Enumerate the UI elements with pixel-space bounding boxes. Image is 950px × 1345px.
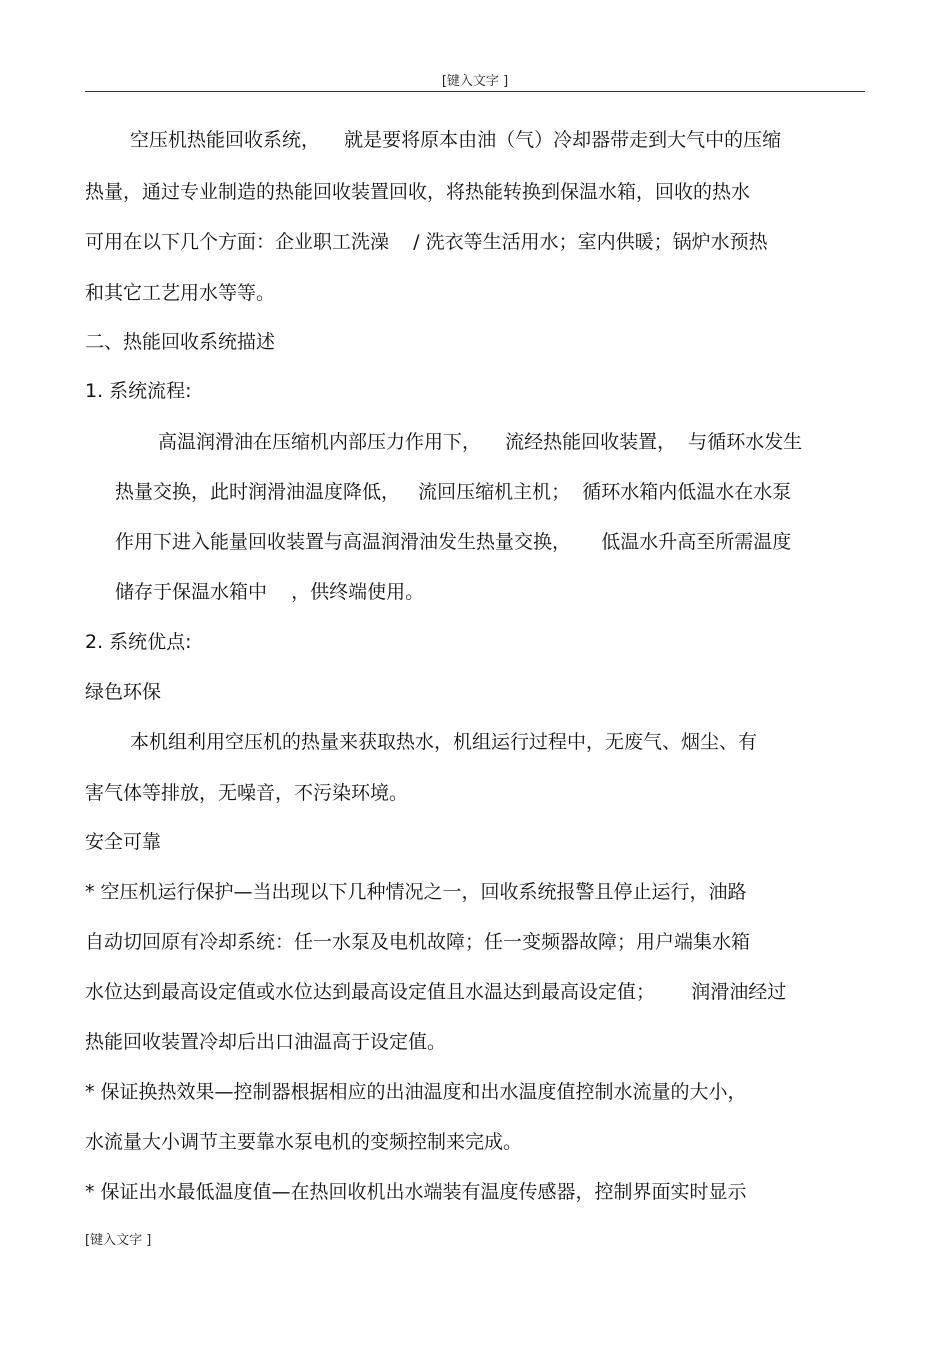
topic-heading: 安全可靠 <box>85 831 162 853</box>
bullet-line: * 保证出水最低温度值—在热回收机出水端装有温度传感器，控制界面实时显示 <box>85 1181 747 1203</box>
paragraph-line: 水位达到最高设定值或水位达到最高设定值且水温达到最高设定值； 润滑油经过 <box>85 981 787 1003</box>
paragraph-line: 和其它工艺用水等等。 <box>85 282 276 304</box>
subsection-heading: 1. 系统流程: <box>85 380 192 402</box>
paragraph-line: 本机组利用空压机的热量来获取热水，机组运行过程中，无废气、烟尘、有 <box>130 731 758 753</box>
paragraph-line: 害气体等排放，无噪音，不污染环境。 <box>85 782 409 804</box>
paragraph-line: 作用下进入能量回收装置与高温润滑油发生热量交换， 低温水升高至所需温度 <box>115 531 792 553</box>
subsection-heading: 2. 系统优点: <box>85 631 192 653</box>
paragraph-line: 热量交换，此时润滑油温度降低， 流回压缩机主机； 循环水箱内低温水在水泵 <box>115 481 792 503</box>
paragraph-line: 自动切回原有冷却系统：任一水泵及电机故障；任一变频器故障；用户端集水箱 <box>85 931 751 953</box>
topic-heading: 绿色环保 <box>85 681 162 703</box>
header-divider <box>85 91 865 92</box>
bullet-line: * 空压机运行保护—当出现以下几种情况之一，回收系统报警且停止运行，油路 <box>85 881 747 903</box>
paragraph-line: 空压机热能回收系统， 就是要将原本由油（气）冷却器带走到大气中的压缩 <box>130 129 782 151</box>
paragraph-line: 热量，通过专业制造的热能回收装置回收，将热能转换到保温水箱，回收的热水 <box>85 181 751 203</box>
bullet-line: * 保证换热效果—控制器根据相应的出油温度和出水温度值控制水流量的大小， <box>85 1081 747 1103</box>
section-heading: 二、热能回收系统描述 <box>85 331 276 353</box>
paragraph-line: 高温润滑油在压缩机内部压力作用下， 流经热能回收装置， 与循环水发生 <box>158 431 803 453</box>
paragraph-line: 可用在以下几个方面：企业职工洗澡 / 洗衣等生活用水；室内供暖；锅炉水预热 <box>85 231 768 253</box>
page-header: [键入文字 ] <box>441 74 509 89</box>
paragraph-line: 水流量大小调节主要靠水泵电机的变频控制来完成。 <box>85 1131 523 1153</box>
paragraph-line: 储存于保温水箱中 ，供终端使用。 <box>115 581 425 603</box>
paragraph-line: 热能回收装置冷却后出口油温高于设定值。 <box>85 1031 447 1053</box>
page-footer: [键入文字 ] <box>85 1233 152 1248</box>
